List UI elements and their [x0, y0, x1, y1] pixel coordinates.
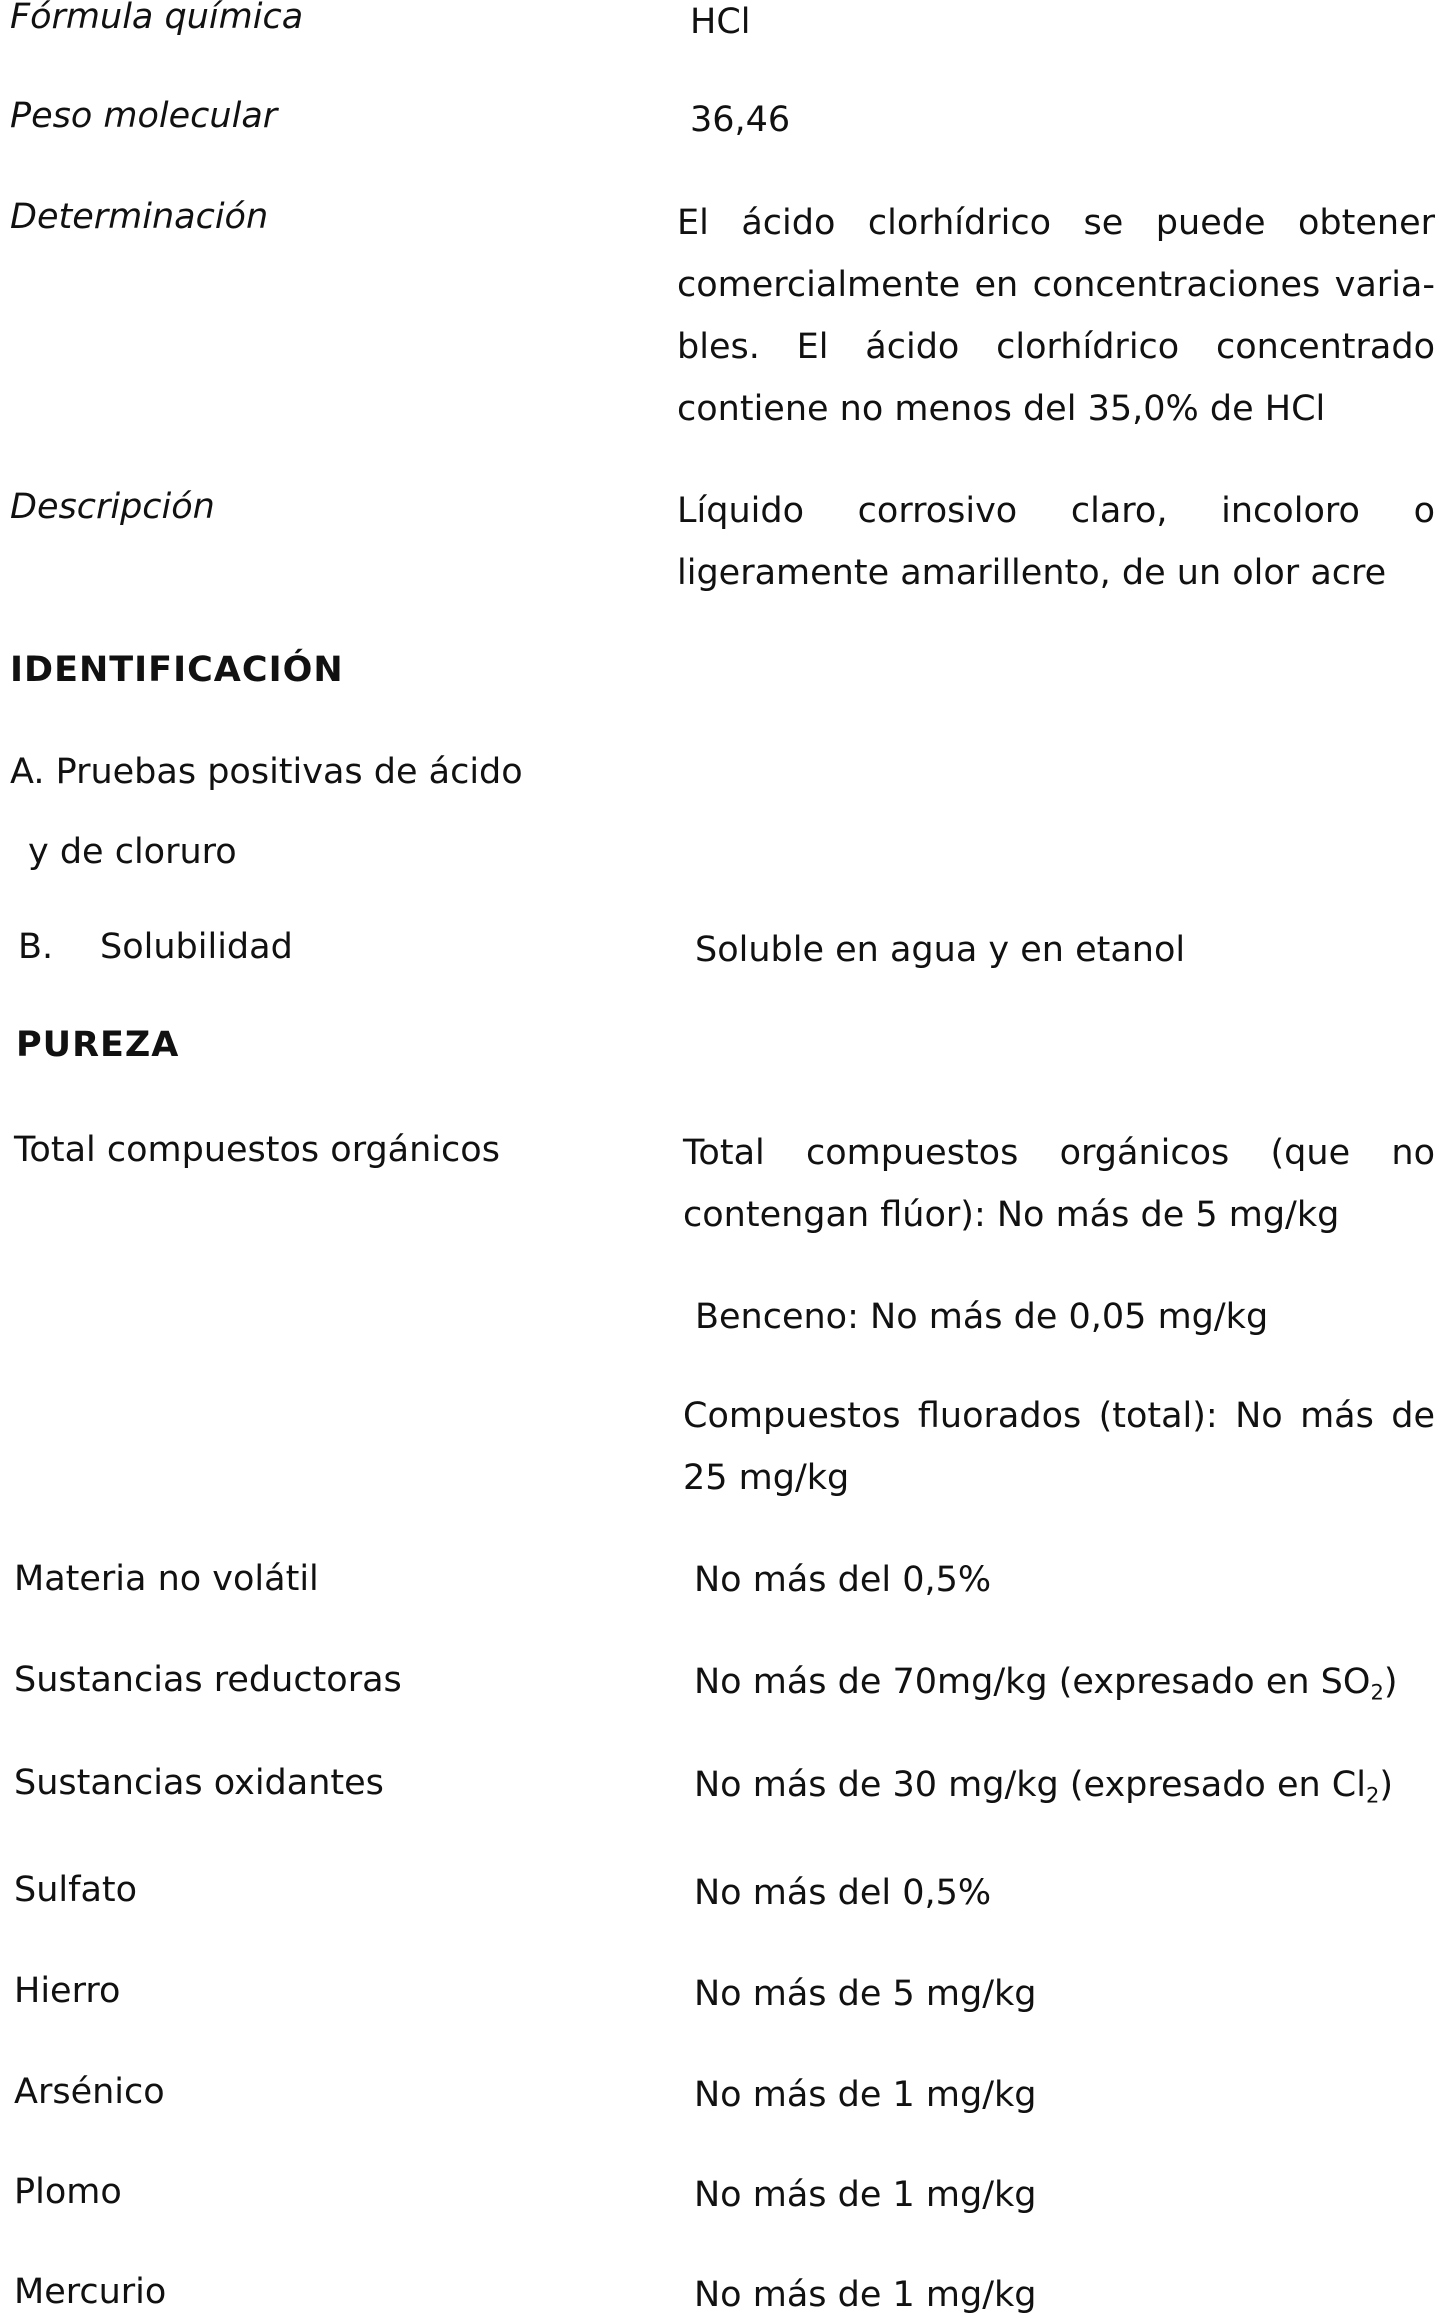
organics-text — [683, 1122, 1435, 1246]
molecular-weight-label: Peso molecular — [10, 96, 278, 136]
iron-value: No más de 5 mg/kg — [694, 1974, 1037, 2014]
fluorinated-text — [683, 1385, 1435, 1509]
arsenic-label: Arsénico — [14, 2072, 165, 2112]
benzene-value: Benceno: No más de 0,05 mg/kg — [695, 1297, 1269, 1337]
determination-line: comercialmente en concentraciones varia- — [677, 265, 1435, 305]
mercury-value: No más de 1 mg/kg — [694, 2275, 1037, 2315]
determination-label: Determinación — [10, 197, 269, 237]
determination-line: bles. El ácido clorhídrico concentrado — [677, 327, 1435, 367]
oxidizing-value: No más de 30 mg/kg (expresado en $Cl_2$) — [694, 1765, 1394, 1808]
organics-label: Total compuestos orgánicos — [14, 1130, 500, 1170]
determination-line: contiene no menos del 35,0% de HCl — [677, 389, 1326, 429]
identification-a-line1: A. Pruebas positivas de ácido — [10, 752, 523, 792]
iron-label: Hierro — [14, 1971, 121, 2011]
reducing-label: Sustancias reductoras — [14, 1660, 402, 1700]
identification-a-line2: y de cloruro — [28, 832, 237, 872]
determination-text — [677, 192, 1435, 440]
lead-label: Plomo — [14, 2172, 122, 2212]
formula-value: HCl — [690, 2, 751, 42]
formula-label: Fórmula química — [10, 0, 304, 37]
solubility-label: Solubilidad — [100, 927, 293, 967]
solubility-value: Soluble en agua y en etanol — [695, 930, 1186, 970]
nonvolatile-label: Materia no volátil — [14, 1559, 319, 1599]
reducing-value: No más de 70mg/kg (expresado en $SO_2$) — [694, 1662, 1398, 1705]
description-label: Descripción — [10, 487, 215, 527]
fluorinated-line: Compuestos fluorados (total): No más de — [683, 1396, 1435, 1436]
description-line: Líquido corrosivo claro, incoloro o — [677, 491, 1435, 531]
identification-b-letter: B. — [18, 927, 54, 967]
description-line: ligeramente amarillento, de un olor acre — [677, 553, 1387, 593]
sulfate-value: No más del 0,5% — [694, 1873, 992, 1913]
purity-heading: PUREZA — [16, 1025, 180, 1065]
lead-value: No más de 1 mg/kg — [694, 2175, 1037, 2215]
mercury-label: Mercurio — [14, 2272, 167, 2312]
organics-line: Total compuestos orgánicos (que no — [683, 1133, 1435, 1173]
determination-line: El ácido clorhídrico se puede obtener — [677, 203, 1435, 243]
nonvolatile-value: No más del 0,5% — [694, 1560, 992, 1600]
sulfate-label: Sulfato — [14, 1870, 138, 1910]
fluorinated-line: 25 mg/kg — [683, 1458, 850, 1498]
oxidizing-label: Sustancias oxidantes — [14, 1763, 384, 1803]
molecular-weight-value: 36,46 — [690, 100, 791, 140]
description-text — [677, 480, 1435, 604]
identification-heading: IDENTIFICACIÓN — [10, 650, 344, 690]
organics-line: contengan flúor): No más de 5 mg/kg — [683, 1195, 1340, 1235]
arsenic-value: No más de 1 mg/kg — [694, 2075, 1037, 2115]
